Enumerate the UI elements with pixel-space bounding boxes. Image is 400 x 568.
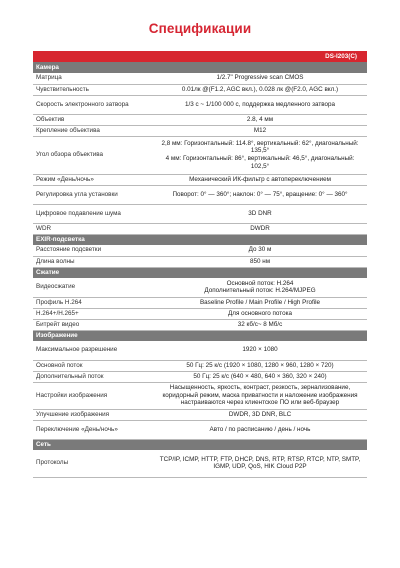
- spec-label: Крепление объектива: [33, 125, 153, 136]
- spec-value: 50 Гц: 25 к/с (1920 × 1080, 1280 × 960, 1280 × 720): [153, 360, 367, 371]
- spec-row: [33, 278, 367, 297]
- spec-label: Видеосжатие: [33, 278, 153, 297]
- spec-label: Максимальное разрешение: [33, 341, 153, 360]
- spec-value: Насыщенность, яркость, контраст, резкость, зернализование, коридорный режим, маска приватности и наложение изображения настраиваются через клиентское ПО или веб-браузер: [153, 382, 367, 409]
- spec-value: DWDR: [153, 223, 367, 234]
- spec-value: Авто / по расписанию / день / ночь: [153, 420, 367, 439]
- spec-row: [33, 125, 367, 136]
- spec-row: [33, 136, 367, 174]
- spec-label: Скорость электронного затвора: [33, 95, 153, 114]
- spec-label: Чувствительность: [33, 84, 153, 95]
- spec-value: 1920 × 1080: [153, 341, 367, 360]
- spec-value: 2,8 мм: Горизонтальный: 114.8°, вертикальный: 62°, диагональный: 135,5° 4 мм: Горизонтальный: 86°, вертикальный: 46,5°, диагональный: 102,5°: [153, 136, 367, 174]
- spec-row: [33, 409, 367, 420]
- spec-row: [33, 245, 367, 256]
- spec-value: 32 кб/с~ 8 Мб/с: [153, 319, 367, 330]
- section-header-row: [33, 62, 367, 73]
- spec-row: [33, 223, 367, 234]
- spec-value: 50 Гц: 25 к/с (640 × 480, 640 × 360, 320 × 240): [153, 371, 367, 382]
- spec-value: Baseline Profile / Main Profile / High Profile: [153, 297, 367, 308]
- spec-label: WDR: [33, 223, 153, 234]
- spec-label: Основной поток: [33, 360, 153, 371]
- spec-label: Настройки изображения: [33, 382, 153, 409]
- spec-row: [33, 256, 367, 267]
- spec-label: Расстояние подсветки: [33, 245, 153, 256]
- spec-label: Битрейт видео: [33, 319, 153, 330]
- spec-row: [33, 174, 367, 185]
- spec-label: Переключение «День/ночь»: [33, 420, 153, 439]
- spec-row: [33, 371, 367, 382]
- spec-value: M12: [153, 125, 367, 136]
- spec-label: Профиль H.264: [33, 297, 153, 308]
- spec-label: Объектив: [33, 114, 153, 125]
- section-header-row: [33, 439, 367, 450]
- spec-row: [33, 450, 367, 477]
- spec-value: Поворот: 0° — 360°; наклон: 0° — 75°, вращение: 0° — 360°: [153, 185, 367, 204]
- page-title: Спецификации: [148, 21, 252, 36]
- spec-row: [33, 341, 367, 360]
- spec-label: Режим «День/ночь»: [33, 174, 153, 185]
- spec-value: DWDR, 3D DNR, BLC: [153, 409, 367, 420]
- spec-label: Протоколы: [33, 450, 153, 477]
- spec-row: [33, 308, 367, 319]
- section-header-row: [33, 267, 367, 278]
- section-header-row: [33, 330, 367, 341]
- spec-row: [33, 420, 367, 439]
- spec-table: [33, 51, 367, 478]
- spec-label: Цифровое подавление шума: [33, 204, 153, 223]
- spec-row: [33, 73, 367, 84]
- section-header-row: [33, 234, 367, 245]
- spec-row: [33, 297, 367, 308]
- spec-row: [33, 84, 367, 95]
- spec-value: 3D DNR: [153, 204, 367, 223]
- section-title: Сеть: [33, 439, 367, 450]
- spec-value: 0.01лк @(F1.2, AGC вкл.), 0.028 лк @(F2.0, AGC вкл.): [153, 84, 367, 95]
- spec-row: [33, 360, 367, 371]
- spec-value: 850 нм: [153, 256, 367, 267]
- spec-label: Угол обзора объектива: [33, 136, 153, 174]
- spec-label: H.264+/H.265+: [33, 308, 153, 319]
- spec-row: [33, 382, 367, 409]
- section-title: EXIR-подсветка: [33, 234, 367, 245]
- spec-value: 1/3 с ~ 1/100 000 с, поддержка медленного затвора: [153, 95, 367, 114]
- spec-row: [33, 114, 367, 125]
- spec-row: [33, 204, 367, 223]
- section-title: Сжатие: [33, 267, 367, 278]
- spec-label: Улучшение изображения: [33, 409, 153, 420]
- section-title: Камера: [33, 62, 367, 73]
- spec-value: TCP/IP, ICMP, HTTP, FTP, DHCP, DNS, RTP, RTSP, RTCP, NTP, SMTP, IGMP, UDP, QoS, HIK Cloud P2P: [153, 450, 367, 477]
- spec-label: Дополнительный поток: [33, 371, 153, 382]
- model-header-spacer: [33, 51, 153, 62]
- model-header-row: [33, 51, 367, 62]
- spec-value: 1/2.7" Progressive scan CMOS: [153, 73, 367, 84]
- spec-label: Регулировка угла установки: [33, 185, 153, 204]
- spec-value: До 30 м: [153, 245, 367, 256]
- spec-label: Длина волны: [33, 256, 153, 267]
- spec-row: [33, 319, 367, 330]
- spec-table-body: [33, 51, 367, 477]
- spec-label: Матрица: [33, 73, 153, 84]
- spec-row: [33, 95, 367, 114]
- spec-value: Механический ИК-фильтр с автопереключением: [153, 174, 367, 185]
- spec-value: 2.8, 4 мм: [153, 114, 367, 125]
- model-name: DS-I203(C): [153, 51, 367, 62]
- spec-value: Для основного потока: [153, 308, 367, 319]
- spec-value: Основной поток: H.264 Дополнительный поток: H.264/MJPEG: [153, 278, 367, 297]
- spec-row: [33, 185, 367, 204]
- section-title: Изображение: [33, 330, 367, 341]
